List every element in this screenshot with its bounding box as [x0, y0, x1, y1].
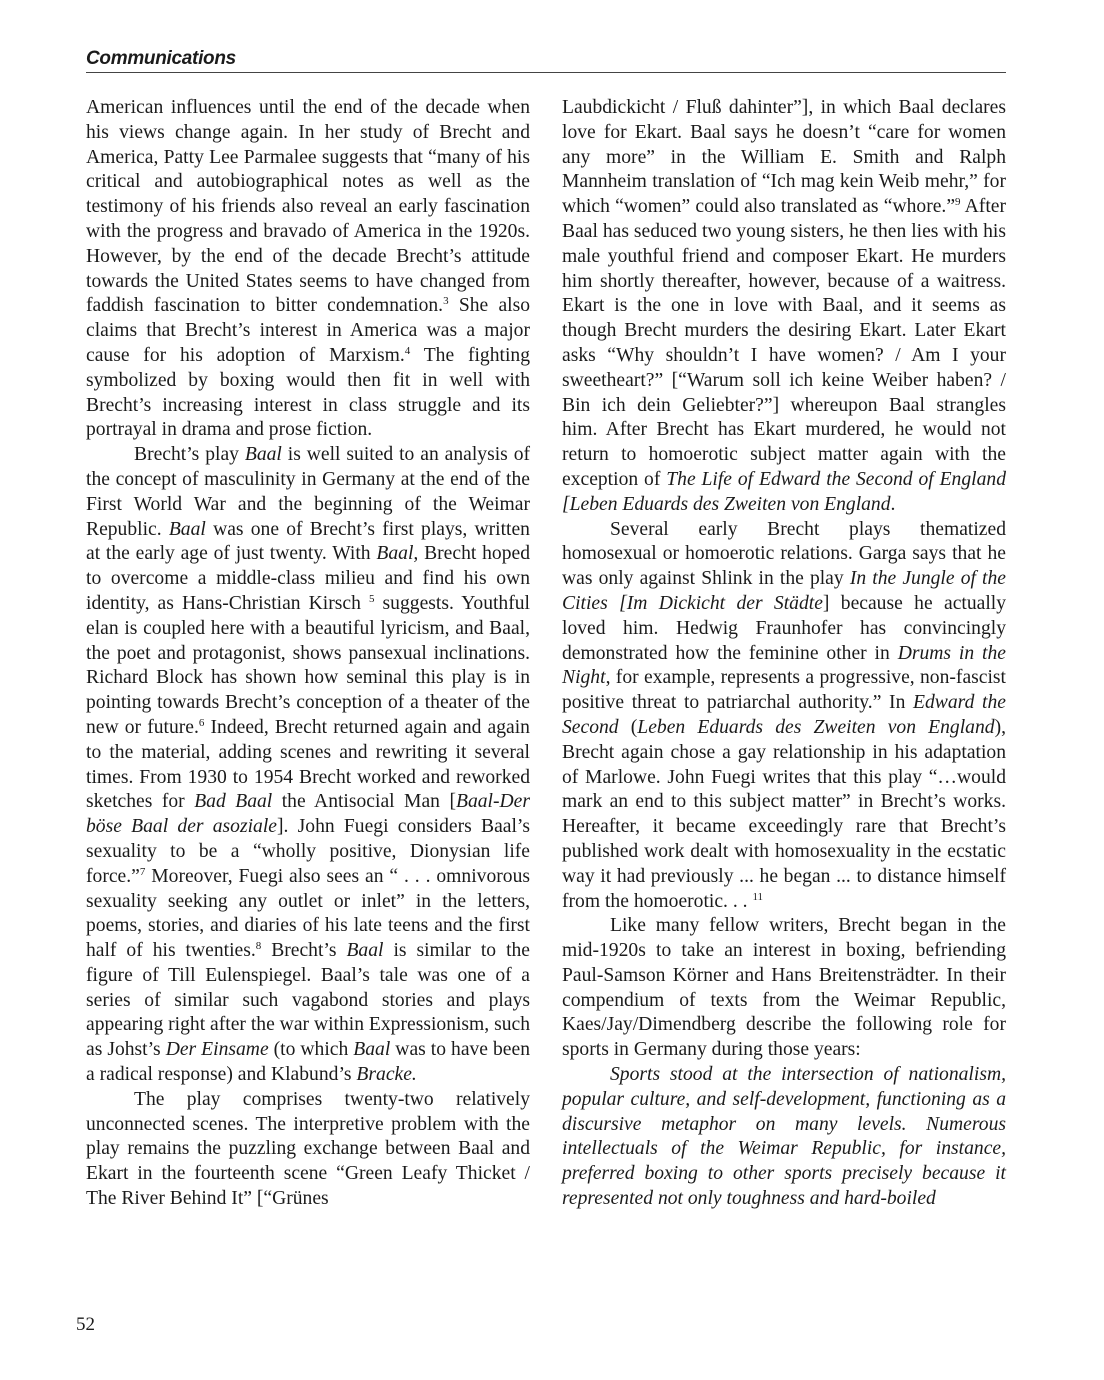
journal-title: Communications — [86, 48, 236, 69]
left-column — [86, 96, 530, 1212]
paragraph: Like many fellow writers, Brecht began in the mid-1920s to take an interest in boxing, befriending Paul-Samson Körner and Hans Breitensträdter. In their compendium of texts from the Weimar Republic, Kaes/Jay/Dimendberg describe the following role for sports in Germany during those years: — [562, 915, 1006, 1061]
paragraph: The play comprises twenty-two relatively unconnected scenes. The interpretive problem with the play remains the puzzling exchange between Baal and Ekart in the fourteenth scene “Green Leafy Thicket / The River Behind It” [“Grünes — [86, 1088, 530, 1210]
footnote-ref: 9 — [955, 196, 961, 209]
footnote-ref: 4 — [404, 344, 411, 357]
footnote-ref: 8 — [255, 940, 262, 953]
footnote-ref: 7 — [139, 865, 146, 878]
paragraph: Laubdickicht / Fluß dahinter”], in which Baal declares love for Ekart. Baal says he doesn’t “care for women any more” in the William E. Smith and Ralph Mannheim translation of “Ich mag kein Weib mehr,” for which “women” could also translated as “whore.”$^9$ After Baal has seduced two young sisters, he then lies with his male youthful friend and composer Ekart. He murders him shortly thereafter, however, because of a waitress. Ekart is the one in love with Baal, and it seems as though Brecht murders the desiring Ekart. Later Ekart asks “Why shouldn’t I have women? / Am I your sweetheart?” [“Warum soll ich keine Weiber haben? / Bin ich dein Geliebter?”] whereupon Baal strangles him. After Brecht has Ekart murdered, he would not return to homoerotic subject matter again with the exception of The Life of Edward the Second of England [Leben Eduards des Zweiten von England. — [562, 97, 1006, 515]
running-header — [86, 48, 1006, 73]
paragraph: Brecht’s play Baal is well suited to an analysis of the concept of masculinity in Germany at the end of the First World War and the beginning of the Weimar Republic. Baal was one of Brecht’s first plays, written at the early age of just twenty. With Baal, Brecht hoped to overcome a middle-class milieu and find his own identity, as Hans-Christian Kirsch $^5$ suggests. Youthful elan is coupled here with a beautiful lyricism, and Baal, the poet and protagonist, shows pansexual inclinations. Richard Block has shown how seminal this play is in pointing towards Brecht’s conception of a theater of the new or future.$^6$ Indeed, Brecht returned again and again to the material, adding scenes and rewriting it several times. From 1930 to 1954 Brecht worked and reworked sketches for Bad Baal the Antisocial Man [Baal-Der böse Baal der asoziale]. John Fuegi considers Baal’s sexuality to be a “wholly positive, Dionysian life force.”$^7$ Moreover, Fuegi also sees an “ . . . omnivorous sexuality seeking any outlet or inlet” in the letters, poems, stories, and diaries of his late teens and the first half of his twenties.$^8$ Brecht’s Baal is similar to the figure of Till Eulenspiegel. Baal’s tale was one of a series of similar such vagabond stories and plays appearing right after the war within Expressionism, such as Johst’s Der Einsame (to which Baal was to have been a radical response) and Klabund’s Bracke. — [86, 444, 531, 1086]
paragraph: American influences until the end of the decade when his views change again. In her study of Brecht and America, Patty Lee Parmalee suggests that “many of his critical and autobiographical notes as well as the testimony of his friends also reveal an early fascination with the progress and bravado of America in the 1920s. However, by the end of the decade Brecht’s attitude towards the United States seems to have changed from faddish fascination to bitter condemnation.$^3$ She also claims that Brecht’s interest in America was a major cause for his adoption of Marxism.$^4$ The fighting symbolized by boxing would then fit in well with Brecht’s increasing interest in class struggle and its portrayal in drama and prose fiction. — [86, 97, 530, 441]
footnote-ref: 11 — [752, 890, 764, 903]
footnote-ref: 6 — [198, 716, 205, 729]
paragraph: Several early Brecht plays thematized homosexual or homoerotic relations. Garga says that he was only against Shlink in the play In the Jungle of the Cities [Im Dickicht der Städte] because he actually loved him. Hedwig Fraunhofer has convincingly demonstrated how the feminine other in Drums in the Night, for example, represents a progressive, non-fascist positive threat to patriarchal authority.” In Edward the Second (Leben Eduards des Zweiten von England), Brecht again chose a gay relationship in his adaptation of Marlowe. John Fuegi writes that this play “…would mark an end to this subject matter” in Brecht’s works. Hereafter, it became exceedingly rare that Brecht’s published work dealt with homosexuality in the ecstatic way it had previously ... he began ... to distance himself from the homoerotic. . . $^{11}$ — [562, 518, 1007, 912]
page-number: 52 — [76, 1314, 95, 1335]
block-quote: Sports stood at the intersection of nationalism, popular culture, and self-development, functioning as a discursive metaphor on many levels. Numerous intellectuals of the Weimar Republic, for instance, preferred boxing to other sports precisely because it represented not only toughness and hard-boiled — [562, 1064, 1006, 1210]
footnote-ref: 3 — [443, 295, 449, 308]
footnote-ref: 5 — [368, 592, 375, 605]
right-column — [562, 96, 1006, 1212]
